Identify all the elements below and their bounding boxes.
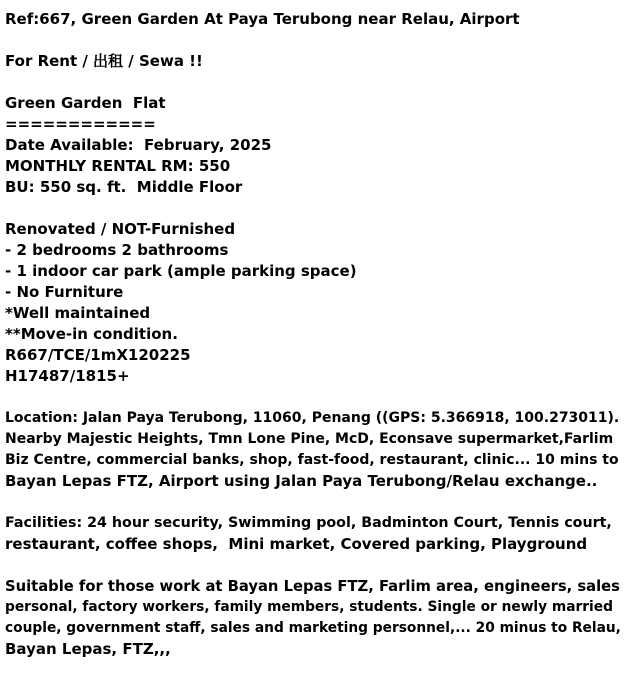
location-line: Bayan Lepas FTZ, Airport using Jalan Paya Terubong/Relau exchange.. — [5, 472, 598, 490]
reference-line: Ref:667, Green Garden At Paya Terubong near Relau, Airport — [5, 10, 520, 28]
date-available: Date Available: February, 2025 — [5, 136, 272, 154]
feature-line: Renovated / NOT-Furnished — [5, 220, 236, 238]
spacer — [5, 555, 621, 576]
location-line: Location: Jalan Paya Terubong, 11060, Penang ((GPS: 5.366918, 100.273011). — [5, 410, 620, 426]
suitable-line: Suitable for those work at Bayan Lepas FTZ, Farlim area, engineers, sales — [5, 578, 620, 595]
listing-document — [5, 9, 621, 660]
feature-line: - No Furniture — [5, 283, 124, 301]
spacer — [5, 72, 621, 93]
location-line: Nearby Majestic Heights, Tmn Lone Pine, McD, Econsave supermarket,Farlim — [5, 431, 614, 447]
facilities-line: Facilities: 24 hour security, Swimming pool, Badminton Court, Tennis court, — [5, 515, 612, 531]
spacer — [5, 387, 621, 408]
listing-code: R667/TCE/1mX120225 — [5, 346, 191, 364]
spacer — [5, 30, 621, 51]
property-name: Green Garden Flat — [5, 94, 166, 112]
feature-line: - 2 bedrooms 2 bathrooms — [5, 241, 229, 259]
suitable-line: couple, government staff, sales and marketing personnel,... 20 minus to Relau, — [5, 620, 621, 636]
spacer — [5, 492, 621, 513]
suitable-line: personal, factory workers, family members, students. Single or newly married — [5, 599, 613, 615]
feature-line: - 1 indoor car park (ample parking space) — [5, 262, 357, 280]
location-line: Biz Centre, commercial banks, shop, fast-food, restaurant, clinic... 10 mins to — [5, 452, 619, 468]
listing-code: H17487/1815+ — [5, 367, 130, 385]
facilities-line: restaurant, coffee shops, Mini market, Covered parking, Playground — [5, 535, 588, 553]
monthly-rental: MONTHLY RENTAL RM: 550 — [5, 157, 231, 175]
suitable-line: Bayan Lepas, FTZ,,, — [5, 640, 171, 658]
feature-line: *Well maintained — [5, 304, 151, 322]
built-up-area: BU: 550 sq. ft. Middle Floor — [5, 178, 243, 196]
spacer — [5, 198, 621, 219]
separator-line: ============ — [5, 115, 156, 133]
feature-line: **Move-in condition. — [5, 325, 178, 343]
for-rent-line: For Rent / 出租 / Sewa !! — [5, 52, 203, 70]
